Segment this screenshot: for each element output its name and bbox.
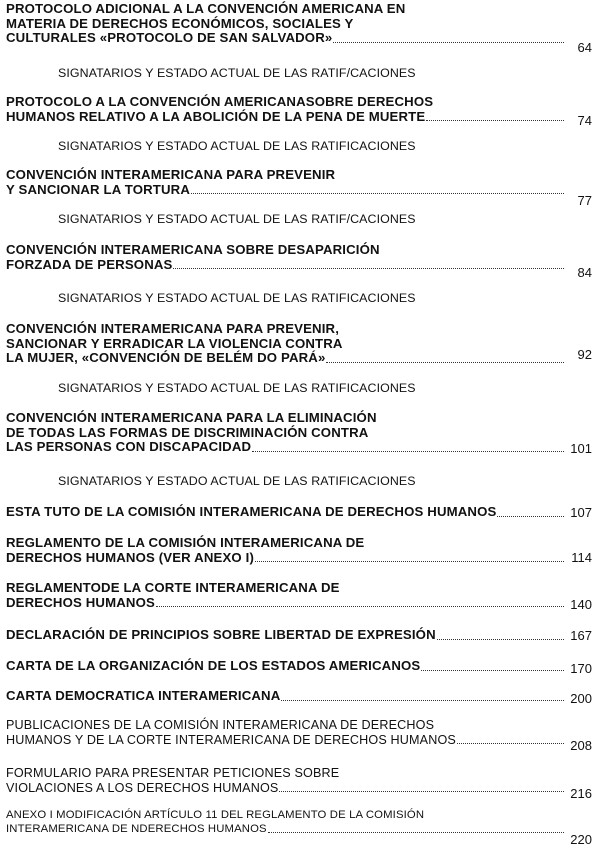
entry-title-line: CULTURALES «PROTOCOLO DE SAN SALVADOR»	[6, 30, 333, 45]
entry-title-line: DECLARACIÓN DE PRINCIPIOS SOBRE LIBERTAD DE EXPRESIÓN	[6, 627, 436, 642]
entry-title-line: REGLAMENTODE LA CORTE INTERAMERICANA DE	[6, 580, 340, 595]
subtitle-text: SIGNATARIOS Y ESTADO ACTUAL DE LAS RATIFICACIONES	[58, 291, 416, 305]
page-number: 170	[570, 661, 592, 676]
entry-title-line: LA MUJER, «CONVENCIÓN DE BELÉM DO PARÁ»	[6, 350, 326, 365]
page-number: 140	[570, 597, 592, 612]
page-number: 64	[577, 40, 592, 55]
page-number: 74	[577, 113, 592, 128]
dot-leader	[281, 698, 564, 701]
subtitle-text: SIGNATARIOS Y ESTADO ACTUAL DE LAS RATIF/CACIONES	[58, 212, 416, 226]
subtitle-text: SIGNATARIOS Y ESTADO ACTUAL DE LAS RATIFICACIONES	[58, 139, 416, 153]
entry-title	[6, 628, 566, 643]
dot-leader	[268, 830, 564, 833]
entry-title-line: PROTOCOLO ADICIONAL A LA CONVENCIÓN AMERICANA EN	[6, 1, 406, 16]
entry-title-line: CARTA DE LA ORGANIZACIÓN DE LOS ESTADOS AMERICANOS	[6, 658, 421, 673]
entry-title-line: CONVENCIÓN INTERAMERICANA PARA PREVENIR	[6, 167, 336, 182]
subtitle-text: SIGNATARIOS Y ESTADO ACTUAL DE LAS RATIFICACIONES	[58, 474, 416, 488]
dot-leader	[437, 637, 564, 640]
dot-leader	[326, 360, 564, 363]
entry-title	[6, 766, 566, 795]
entry-title-line: REGLAMENTO DE LA COMISIÓN INTERAMERICANA DE	[6, 535, 365, 550]
entry-title-line: HUMANOS Y DE LA CORTE INTERAMERICANA DE DERECHOS HUMANOS	[6, 732, 456, 747]
page-number: 220	[570, 832, 592, 847]
entry-title	[6, 536, 566, 565]
entry-title	[6, 243, 566, 272]
entry-title	[6, 659, 566, 674]
entry-title-line: LAS PERSONAS CON DISCAPACIDAD	[6, 439, 252, 454]
entry-title-line: DERECHOS HUMANOS (VER ANEXO I)	[6, 549, 254, 565]
dot-leader	[457, 741, 564, 744]
entry-title-line: PROTOCOLO A LA CONVENCIÓN AMERICANASOBRE DERECHOS	[6, 94, 434, 109]
dot-leader	[333, 40, 564, 43]
page-number: 200	[570, 691, 592, 706]
entry-title-line: FORZADA DE PERSONAS	[6, 256, 173, 272]
entry-title	[6, 808, 566, 836]
dot-leader	[497, 514, 564, 517]
dot-leader	[279, 789, 564, 792]
entry-title-line: CONVENCIÓN INTERAMERICANA PARA LA ELIMINACIÓN	[6, 410, 377, 425]
page-number: 107	[570, 505, 592, 520]
page-number: 114	[571, 550, 592, 565]
entry-title	[6, 411, 566, 455]
entry-title-line: MATERIA DE DERECHOS ECONÓMICOS, SOCIALES Y	[6, 15, 354, 31]
entry-title-line: Y SANCIONAR LA TORTURA	[6, 181, 191, 197]
entry-title	[6, 505, 566, 520]
entry-title	[6, 322, 566, 366]
dot-leader	[255, 559, 564, 562]
entry-title	[6, 689, 566, 704]
entry-title-line: ESTA TUTO DE LA COMISIÓN INTERAMERICANA DE DERECHOS HUMANOS	[6, 504, 497, 519]
page-number: 167	[570, 628, 592, 643]
page-number: 101	[570, 441, 592, 456]
page-number: 208	[570, 738, 592, 753]
entry-title-line: VIOLACIONES A LOS DERECHOS HUMANOS	[6, 780, 279, 795]
entry-title	[6, 2, 566, 46]
entry-title-line: SANCIONAR Y ERRADICAR LA VIOLENCIA CONTRA	[6, 335, 343, 351]
entry-title-line: CARTA DEMOCRATICA INTERAMERICANA	[6, 688, 281, 703]
dot-leader	[156, 604, 564, 607]
page-number: 84	[577, 265, 592, 280]
entry-title	[6, 718, 566, 747]
subtitle-text: SIGNATARIOS Y ESTADO ACTUAL DE LAS RATIFICACIONES	[58, 381, 416, 395]
dot-leader	[252, 449, 564, 452]
entry-title-line: HUMANOS RELATIVO A LA ABOLICIÓN DE LA PENA DE MUERTE	[6, 108, 426, 124]
entry-title-line: CONVENCIÓN INTERAMERICANA PARA PREVENIR,	[6, 321, 340, 336]
entry-title	[6, 581, 566, 610]
dot-leader	[426, 118, 564, 121]
page-number: 92	[577, 347, 592, 362]
entry-title-line: DE TODAS LAS FORMAS DE DISCRIMINACIÓN CONTRA	[6, 424, 369, 440]
page-number: 216	[570, 786, 592, 801]
entry-title-line: FORMULARIO PARA PRESENTAR PETICIONES SOBRE	[6, 766, 340, 780]
entry-title-line: ANEXO I MODIFICACIÓN ARTÍCULO 11 DEL REGLAMENTO DE LA COMISIÓN	[6, 809, 425, 821]
dot-leader	[421, 668, 564, 671]
entry-title	[6, 95, 566, 124]
entry-title-line: PUBLICACIONES DE LA COMISIÓN INTERAMERICANA DE DERECHOS	[6, 718, 435, 732]
entry-title-line: DERECHOS HUMANOS	[6, 594, 155, 610]
dot-leader	[191, 191, 564, 194]
page-number: 77	[577, 193, 592, 208]
entry-title	[6, 168, 566, 197]
subtitle-text: SIGNATARIOS Y ESTADO ACTUAL DE LAS RATIF/CACIONES	[58, 66, 416, 80]
entry-title-line: INTERAMERICANA DE NDERECHOS HUMANOS	[6, 823, 267, 835]
dot-leader	[173, 266, 564, 269]
entry-title-line: CONVENCIÓN INTERAMERICANA SOBRE DESAPARICIÓN	[6, 242, 380, 257]
